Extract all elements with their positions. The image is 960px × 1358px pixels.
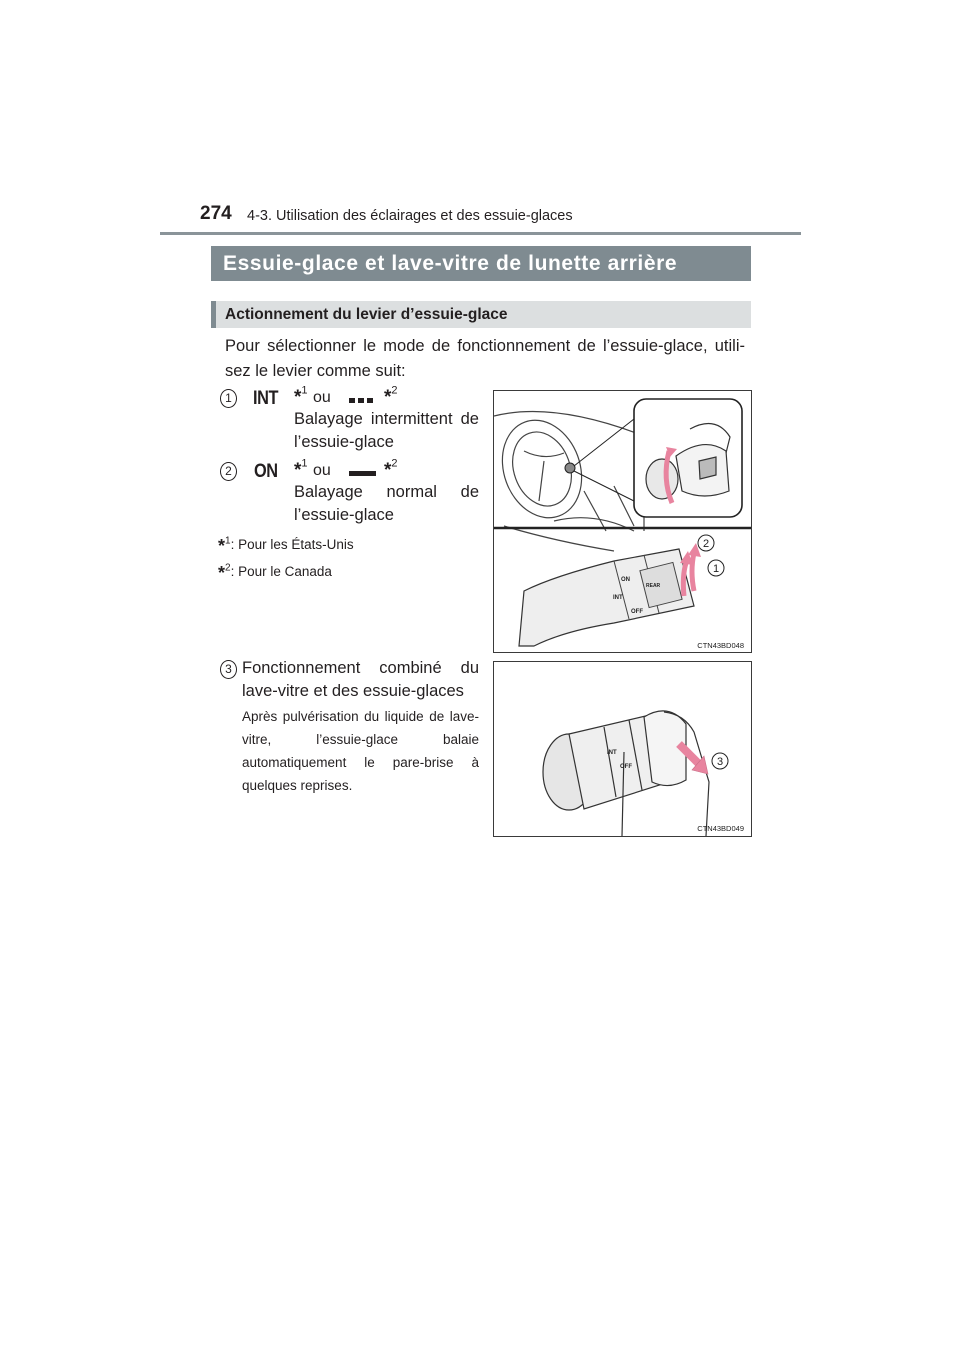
washer-lever-illustration: [494, 662, 751, 836]
subsection-accent: [211, 301, 216, 328]
figure-code-2: CTN43BD049: [697, 824, 744, 833]
item-number-2: 2: [220, 462, 237, 481]
item-number-1: 1: [220, 389, 237, 408]
lever2-label-int: INT: [607, 750, 617, 756]
lever-label-off: OFF: [631, 609, 643, 615]
item-3-detail: Après pulvérisation du liquide de lave-vitre, l’essuie-glace balaie automatiquement le pare-brise à quelques reprises.: [242, 709, 479, 793]
figure-wiper-lever: [493, 390, 752, 653]
callout-2: 2: [702, 538, 710, 550]
wiper-lever-illustration: [494, 391, 751, 652]
lever-label-on: ON: [621, 577, 630, 583]
item-2-description: Balayage normal de l’essuie-glace: [294, 483, 479, 524]
item-2-mark-2: *$^2$: [384, 457, 398, 481]
figure-washer-lever: [493, 661, 752, 837]
intermittent-bar-icon: [349, 398, 373, 403]
item-3-description: Fonctionnement combiné du lave-vitre et des essuie-glaces: [242, 659, 479, 700]
item-number-3: 3: [220, 660, 237, 679]
page-number: 274: [200, 203, 232, 224]
int-symbol: INT: [253, 388, 279, 409]
on-symbol: ON: [254, 461, 278, 482]
subsection-title: Actionnement du levier d’essuie-glace: [225, 306, 508, 323]
item-1-or: ou: [313, 389, 331, 406]
footnote-2: *$^2$: Pour le Canada: [218, 562, 332, 583]
item-2-mark-1: *$^1$: [294, 457, 308, 481]
intro-paragraph: Pour sélectionner le mode de fonctionnement de l’essuie-glace, utili-sez le levier comme suit:: [225, 337, 745, 380]
item-2-or: ou: [313, 462, 331, 479]
footnote-1: *$^1$: Pour les États-Unis: [218, 535, 354, 556]
header-rule: [160, 232, 801, 235]
section-title: Essuie-glace et lave-vitre de lunette arrière: [223, 252, 678, 275]
lever2-label-off: OFF: [620, 764, 632, 770]
item-1-description: Balayage intermittent de l’essuie-glace: [294, 410, 479, 451]
lever-label-int: INT: [613, 595, 623, 601]
item-1-mark-1: *$^1$: [294, 384, 308, 408]
lever-label-rear: REAR: [646, 583, 661, 589]
figure-code-1: CTN43BD048: [697, 641, 744, 650]
callout-1: 1: [712, 563, 720, 575]
running-header: 4-3. Utilisation des éclairages et des essuie-glaces: [247, 208, 573, 224]
item-1-mark-2: *$^2$: [384, 384, 398, 408]
normal-bar-icon: [349, 471, 376, 476]
callout-3: 3: [716, 756, 724, 768]
